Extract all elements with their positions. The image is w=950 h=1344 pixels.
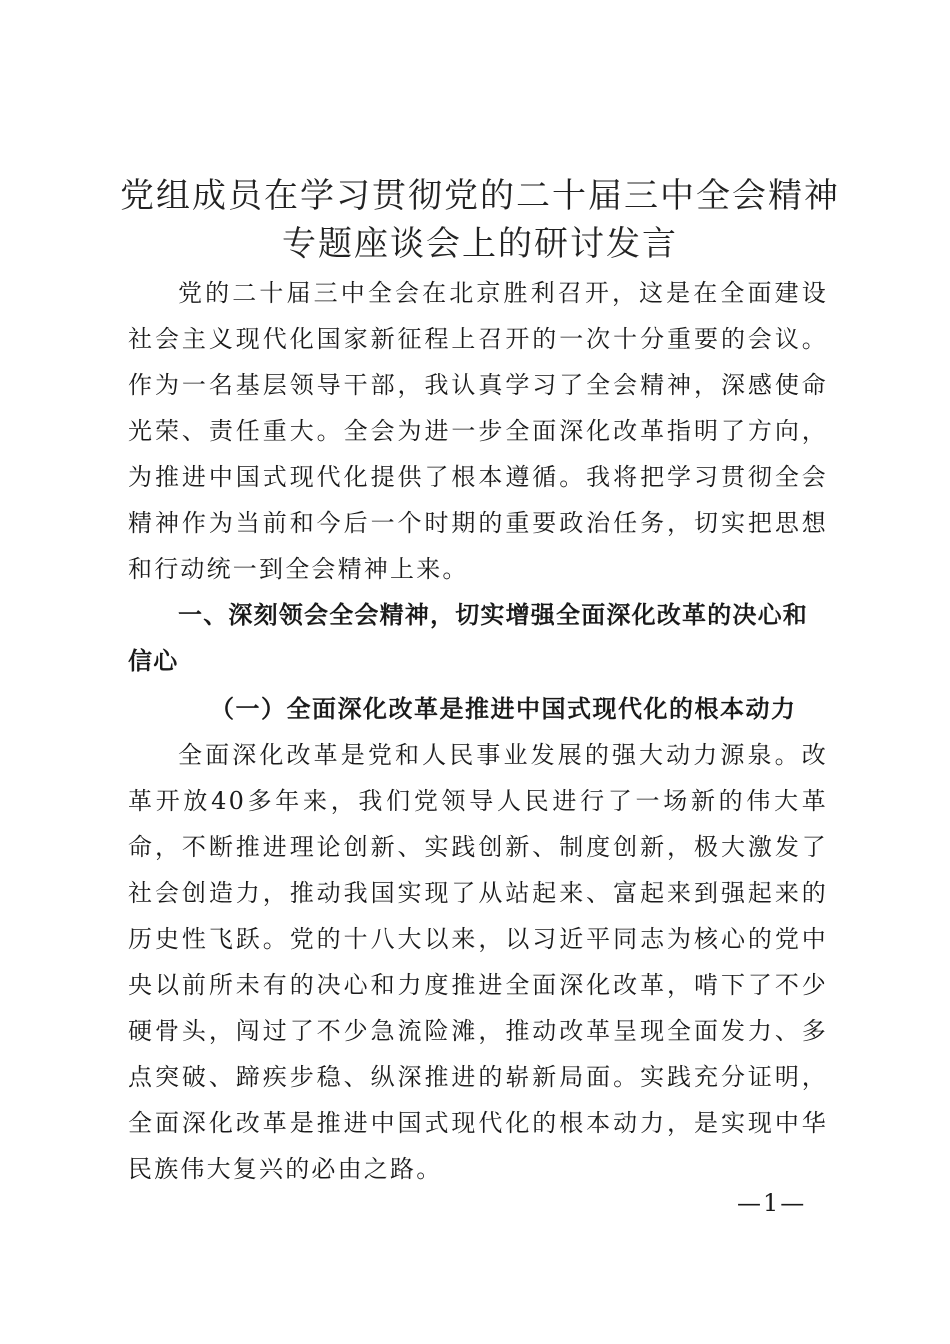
subsection-heading-1: （一）全面深化改革是推进中国式现代化的根本动力 — [210, 694, 797, 723]
section-heading-1: 一、深刻领会全会精神，切实增强全面深化改革的决心和信心 — [128, 601, 808, 675]
intro-paragraph: 党的二十届三中全会在北京胜利召开，这是在全面建设社会主义现代化国家新征程上召开的一次十分重要的会议。作为一名基层领导干部，我认真学习了全会精神，深感使命光荣、责任重大。全会为进一步全面深化改革指明了方向，为推进中国式现代化提供了根本遵循。我将把学习贯彻全会精神作为当前和今后一个时期的重要政治任务，切实把思想和行动统一到全会精神上来。 — [128, 279, 828, 583]
body-paragraph-1: 全面深化改革是党和人民事业发展的强大动力源泉。改革开放40多年来，我们党领导人民进行了一场新的伟大革命，不断推进理论创新、实践创新、制度创新，极大激发了社会创造力，推动我国实现了从站起来、富起来到强起来的历史性飞跃。党的十八大以来，以习近平同志为核心的党中央以前所未有的决心和力度推进全面深化改革，啃下了不少硬骨头，闯过了不少急流险滩，推动改革呈现全面发力、多点突破、蹄疾步稳、纵深推进的崭新局面。实践充分证明，全面深化改革是推进中国式现代化的根本动力，是实现中华民族伟大复兴的必由之路。 — [128, 741, 828, 1183]
document-title-line-2: 专题座谈会上的研讨发言 — [282, 224, 678, 264]
page-number: —1— — [737, 1189, 807, 1217]
document-title-line-1: 党组成员在学习贯彻党的二十届三中全会精神 — [120, 176, 840, 216]
